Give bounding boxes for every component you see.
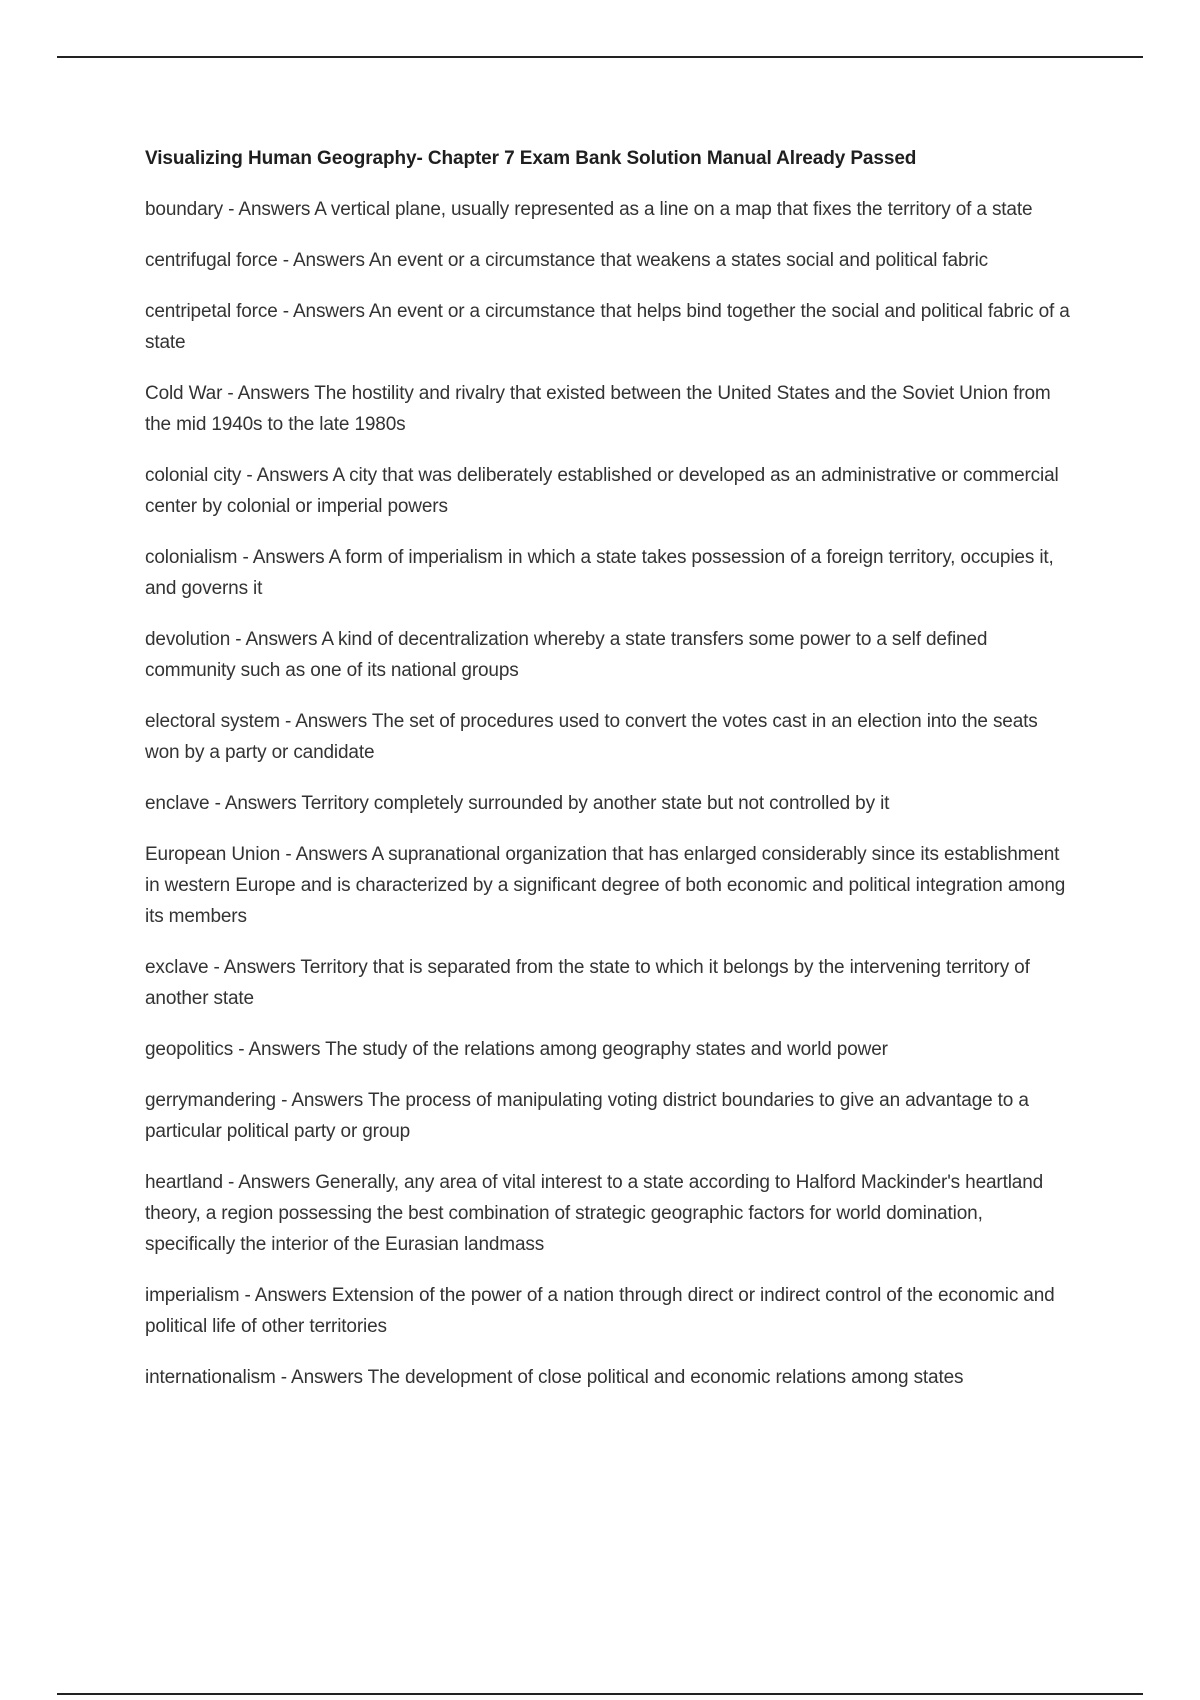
document-body — [145, 144, 1075, 1413]
term-entry-geopolitics: geopolitics - Answers The study of the relations among geography states and world power — [145, 1039, 888, 1060]
footer-divider — [57, 1693, 1143, 1695]
term-entry-european-union: European Union - Answers A supranational organization that has enlarged considerably since its establishment in western Europe and is characterized by a significant degree of both economic and political integration among its members — [145, 844, 1066, 927]
term-entry-centripetal-force: centripetal force - Answers An event or a circumstance that helps bind together the social and political fabric of a state — [145, 301, 1070, 353]
term-entry-boundary: boundary - Answers A vertical plane, usually represented as a line on a map that fixes the territory of a state — [145, 199, 1033, 220]
term-entry-colonial-city: colonial city - Answers A city that was deliberately established or developed as an administrative or commercial center by colonial or imperial powers — [145, 465, 1059, 517]
header-divider — [57, 56, 1143, 58]
term-entry-colonialism: colonialism - Answers A form of imperialism in which a state takes possession of a foreign territory, occupies it, and governs it — [145, 547, 1054, 599]
term-entry-centrifugal-force: centrifugal force - Answers An event or a circumstance that weakens a states social and political fabric — [145, 250, 988, 271]
term-entry-heartland: heartland - Answers Generally, any area of vital interest to a state according to Halford Mackinder's heartland theory, a region possessing the best combination of strategic geographic factors for world domination, specifically the interior of the Eurasian landmass — [145, 1172, 1044, 1255]
term-entry-internationalism: internationalism - Answers The development of close political and economic relations among states — [145, 1367, 964, 1388]
term-entry-imperialism: imperialism - Answers Extension of the power of a nation through direct or indirect control of the economic and political life of other territories — [145, 1285, 1055, 1337]
term-entry-cold-war: Cold War - Answers The hostility and rivalry that existed between the United States and the Soviet Union from the mid 1940s to the late 1980s — [145, 383, 1051, 435]
term-entry-gerrymandering: gerrymandering - Answers The process of manipulating voting district boundaries to give an advantage to a particular political party or group — [145, 1090, 1029, 1142]
term-entry-enclave: enclave - Answers Territory completely surrounded by another state but not controlled by it — [145, 793, 890, 814]
document-title: Visualizing Human Geography- Chapter 7 Exam Bank Solution Manual Already Passed — [145, 148, 917, 169]
term-entry-exclave: exclave - Answers Territory that is separated from the state to which it belongs by the intervening territory of another state — [145, 957, 1030, 1009]
term-entry-devolution: devolution - Answers A kind of decentralization whereby a state transfers some power to a self defined community such as one of its national groups — [145, 629, 988, 681]
term-entry-electoral-system: electoral system - Answers The set of procedures used to convert the votes cast in an election into the seats won by a party or candidate — [145, 711, 1038, 763]
